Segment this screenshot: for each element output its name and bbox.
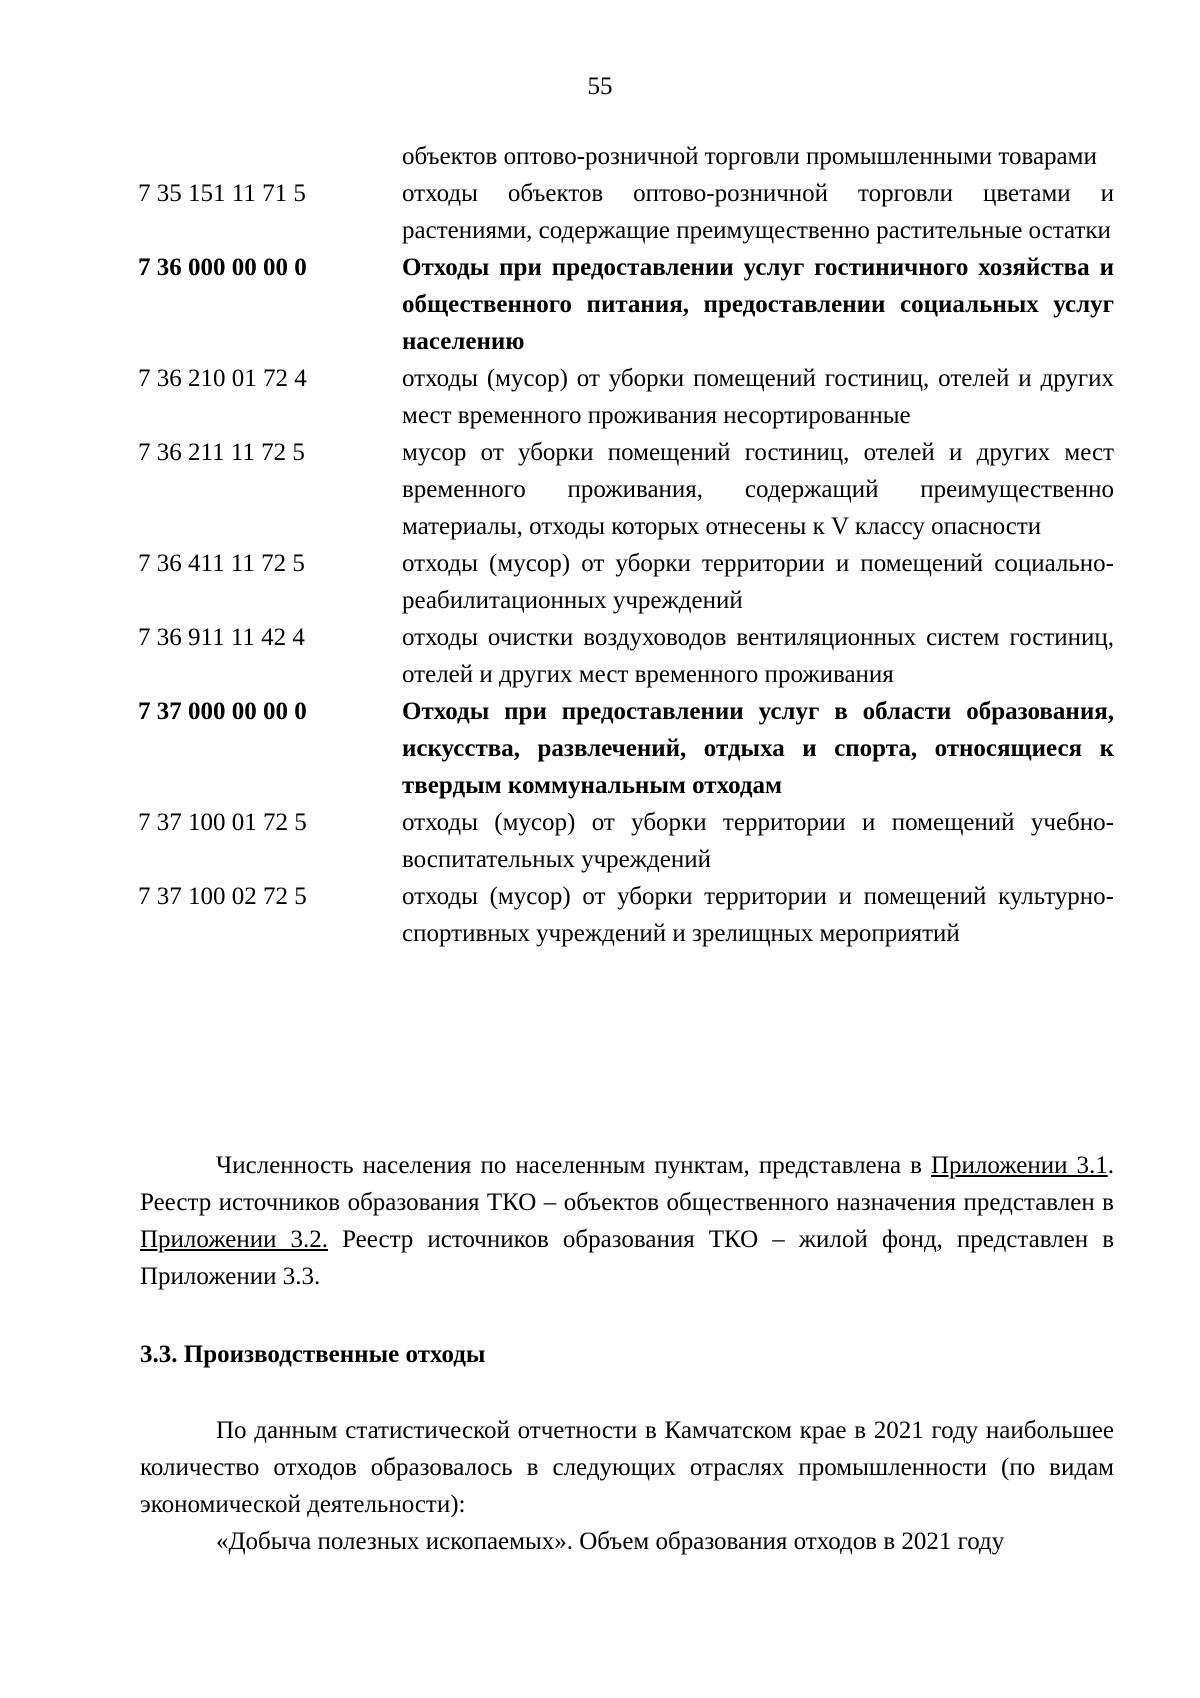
waste-description: Отходы при предоставлении услуг в области образования, искусства, развлечений, отдыха и спорта, относящиеся к твердым коммунальным отходам [402,698,1114,799]
waste-description: объектов оптово-розничной торговли промышленными товарами [402,143,1097,170]
waste-code: 7 36 000 00 00 0 [138,254,307,281]
table-row [138,804,1114,878]
waste-code: 7 37 000 00 00 0 [138,698,307,725]
population-text-2: . Реестр источников образования ТКО – объектов общественного назначения представлен в [140,1152,1114,1216]
waste-code: 7 36 210 01 72 4 [138,365,307,392]
waste-description: отходы (мусор) от уборки территории и помещений культурно-спортивных учреждений и зрелищных мероприятий [402,883,1114,947]
table-row [138,545,1114,619]
waste-code: 7 37 100 01 72 5 [138,809,307,836]
waste-description: отходы очистки воздуховодов вентиляционных систем гостиниц, отелей и других мест временного проживания [402,624,1114,688]
waste-code: 7 36 411 11 72 5 [138,550,305,577]
population-text-3: Реестр источников образования ТКО – жилой фонд, представлен в Приложении 3.3. [140,1226,1114,1290]
waste-code-table [138,138,1114,952]
waste-description: Отходы при предоставлении услуг гостиничного хозяйства и общественного питания, предоставлении социальных услуг населению [402,254,1114,355]
waste-description: отходы (мусор) от уборки территории и помещений учебно-воспитательных учреждений [402,809,1114,873]
waste-description: мусор от уборки помещений гостиниц, отелей и других мест временного проживания, содержащий преимущественно материалы, отходы которых отнесены к V классу опасности [402,439,1114,540]
table-row [138,878,1114,952]
waste-code: 7 37 100 02 72 5 [138,883,307,910]
appendix-3-1-link[interactable]: Приложении 3.1 [931,1152,1108,1179]
waste-description: отходы объектов оптово-розничной торговли цветами и растениями, содержащие преимущественно растительные остатки [402,180,1114,244]
table-row-category [138,693,1114,804]
waste-code: 7 36 911 11 42 4 [138,624,305,651]
table-row [138,175,1114,249]
population-paragraph [140,1147,1114,1295]
mining-paragraph: «Добыча полезных ископаемых». Объем образования отходов в 2021 году [216,1528,1005,1555]
waste-description: отходы (мусор) от уборки территории и помещений социально-реабилитационных учреждений [402,550,1114,614]
table-row [138,138,1114,175]
appendix-3-2-link[interactable]: Приложении 3.2. [140,1226,329,1253]
waste-code: 7 35 151 11 71 5 [138,180,306,207]
stats-paragraph: По данным статистической отчетности в Камчатском крае в 2021 году наибольшее количество отходов образовалось в следующих отраслях промышленности (по видам экономической деятельности): [140,1417,1114,1518]
table-row [138,434,1114,545]
waste-code: 7 36 211 11 72 5 [138,439,305,466]
table-row [138,360,1114,434]
section-title: 3.3. Производственные отходы [140,1341,486,1368]
table-row [138,619,1114,693]
table-row-category [138,249,1114,360]
population-text-1: Численность населения по населенным пунктам, представлена в [216,1152,931,1179]
waste-description: отходы (мусор) от уборки помещений гостиниц, отелей и других мест временного проживания несортированные [402,365,1114,429]
page-number: 55 [587,73,613,100]
